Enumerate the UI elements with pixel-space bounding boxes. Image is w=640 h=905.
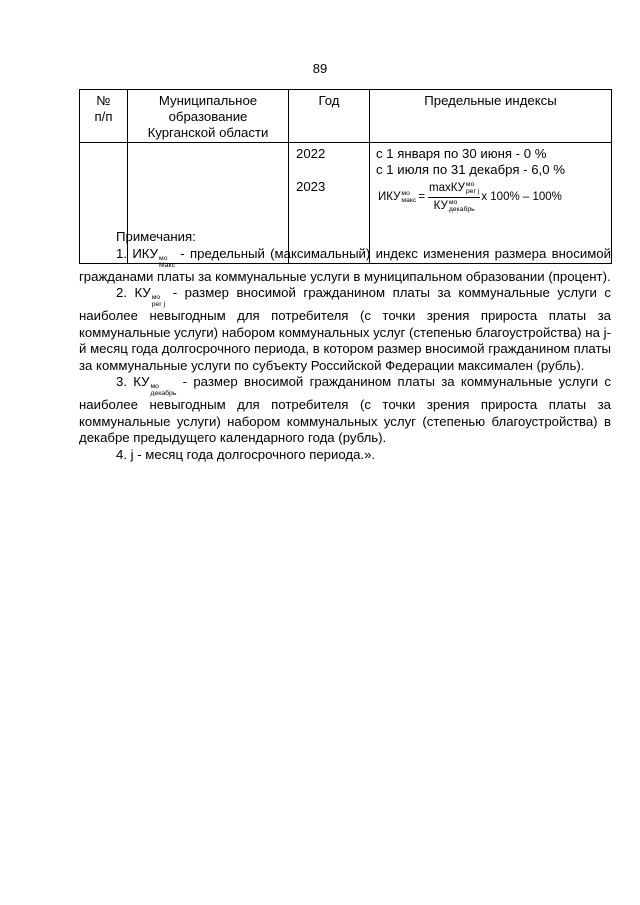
formula-equals: = — [418, 191, 426, 203]
formula-tail: х 100% – 100% — [481, 191, 562, 203]
note-2: 2. КУ мо рег j - размер вносимой гражданином платы за коммунальные услуги с наиболее невыгодным для потребителя (с точки зрения прироста платы за коммунальные услуги) набором коммунальных услуг (степенью благоустройства) на j-й месяц года долгосрочного периода, в котором размер вносимой гражданином платы за коммунальные услуги по субъекту Российской Федерации максимален (рубль). — [79, 285, 611, 373]
year-2023: 2023 — [296, 179, 326, 194]
note-4: 4. j - месяц года долгосрочного периода.». — [116, 446, 376, 462]
note-3: 3. КУ мо декабрь - размер вносимой гражданином платы за коммунальные услуги с наиболее невыгодным для потребителя (с точки зрения прироста платы за коммунальные услуги) набором коммунальных услуг (степенью благоустройства) в декабре предыдущего календарного года (рубль). — [79, 374, 611, 445]
period-second-half: с 1 июля по 31 декабря - 6,0 % — [376, 162, 565, 177]
index-formula — [370, 179, 611, 215]
page-number: 89 — [312, 61, 328, 76]
year-2022: 2022 — [296, 146, 326, 161]
header-indices: Предельные индексы — [370, 90, 612, 143]
header-number: № п/п — [80, 90, 128, 143]
formula-fraction: maxКУ мо рег j КУ мо декабрь — [429, 181, 480, 213]
notes-section — [79, 229, 611, 463]
table-header-row — [80, 90, 612, 143]
formula-lhs: ИКУ мо макс — [378, 190, 417, 204]
header-municipality: Муниципальное образование Курганской области — [128, 90, 289, 143]
notes-heading: Примечания: — [116, 229, 196, 244]
header-year: Год — [289, 90, 370, 143]
note-1: 1. ИКУ мо Макс - предельный (максимальный) индекс изменения размера вносимой гражданами платы за коммунальные услуги в муниципальном образовании (процент). — [79, 245, 611, 284]
period-first-half: с 1 января по 30 июня - 0 % — [376, 146, 547, 161]
